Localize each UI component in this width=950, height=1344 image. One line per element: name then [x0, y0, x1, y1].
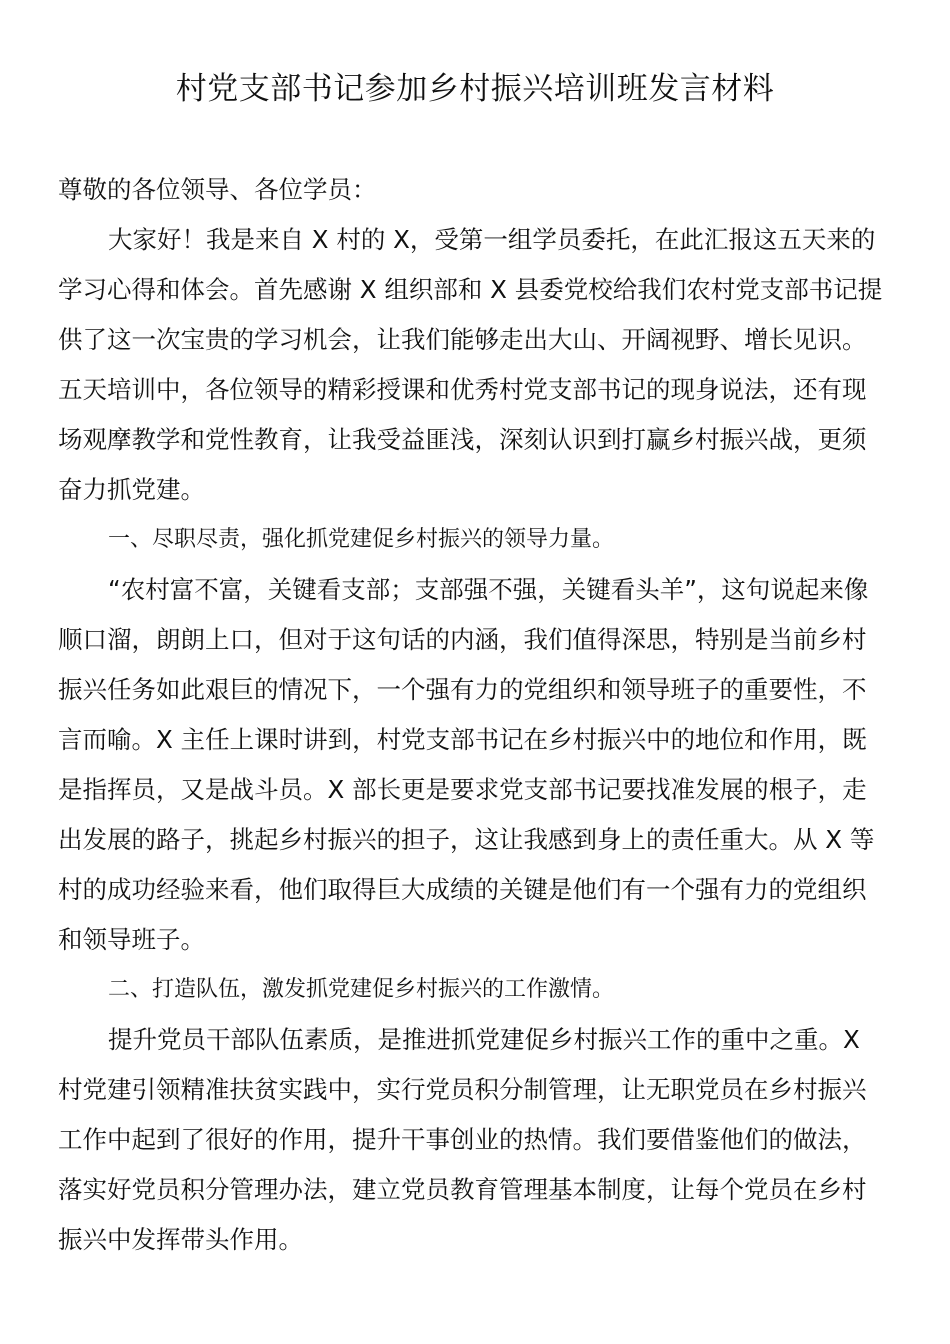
paragraph-line: 出发展的路子，挑起乡村振兴的担子，这让我感到身上的责任重大。从 X 等 [58, 825, 875, 854]
paragraph-line: 五天培训中，各位领导的精彩授课和优秀村党支部书记的现身说法，还有现 [58, 375, 867, 404]
document-title: 村党支部书记参加乡村振兴培训班发言材料 [175, 71, 775, 107]
paragraph-line: 是指挥员，又是战斗员。X 部长更是要求党支部书记要找准发展的根子，走 [58, 775, 867, 804]
document-body [58, 165, 892, 1265]
paragraph-line: 大家好！我是来自 X 村的 X，受第一组学员委托，在此汇报这五天来的 [108, 225, 876, 254]
paragraph-2 [58, 565, 892, 965]
salutation: 尊敬的各位领导、各位学员： [58, 175, 377, 204]
paragraph-1 [58, 215, 892, 515]
paragraph-line: 奋力抓党建。 [58, 475, 205, 504]
paragraph-line: 工作中起到了很好的作用，提升干事创业的热情。我们要借鉴他们的做法， [58, 1125, 867, 1154]
section-heading-1: 一、尽职尽责，强化抓党建促乡村振兴的领导力量。 [108, 527, 615, 552]
paragraph-line: 提升党员干部队伍素质，是推进抓党建促乡村振兴工作的重中之重。X [108, 1025, 860, 1054]
paragraph-line: 落实好党员积分管理办法，建立党员教育管理基本制度，让每个党员在乡村 [58, 1175, 867, 1204]
paragraph-line: 场观摩教学和党性教育，让我受益匪浅，深刻认识到打赢乡村振兴战，更须 [58, 425, 867, 454]
paragraph-line: “农村富不富，关键看支部；支部强不强，关键看头羊”，这句说起来像 [108, 575, 869, 604]
paragraph-line: 和领导班子。 [58, 925, 205, 954]
paragraph-line: 供了这一次宝贵的学习机会，让我们能够走出大山、开阔视野、增长见识。 [58, 325, 867, 354]
paragraph-line: 村党建引领精准扶贫实践中，实行党员积分制管理，让无职党员在乡村振兴 [58, 1075, 867, 1104]
section-heading-2: 二、打造队伍，激发抓党建促乡村振兴的工作激情。 [108, 977, 615, 1002]
paragraph-line: 顺口溜，朗朗上口，但对于这句话的内涵，我们值得深思，特别是当前乡村 [58, 625, 867, 654]
paragraph-3 [58, 1015, 892, 1265]
paragraph-line: 振兴任务如此艰巨的情况下，一个强有力的党组织和领导班子的重要性，不 [58, 675, 867, 704]
paragraph-line: 振兴中发挥带头作用。 [58, 1225, 303, 1254]
paragraph-line: 学习心得和体会。首先感谢 X 组织部和 X 县委党校给我们农村党支部书记提 [58, 275, 883, 304]
paragraph-line: 村的成功经验来看，他们取得巨大成绩的关键是他们有一个强有力的党组织 [58, 875, 867, 904]
paragraph-line: 言而喻。X 主任上课时讲到，村党支部书记在乡村振兴中的地位和作用，既 [58, 725, 867, 754]
